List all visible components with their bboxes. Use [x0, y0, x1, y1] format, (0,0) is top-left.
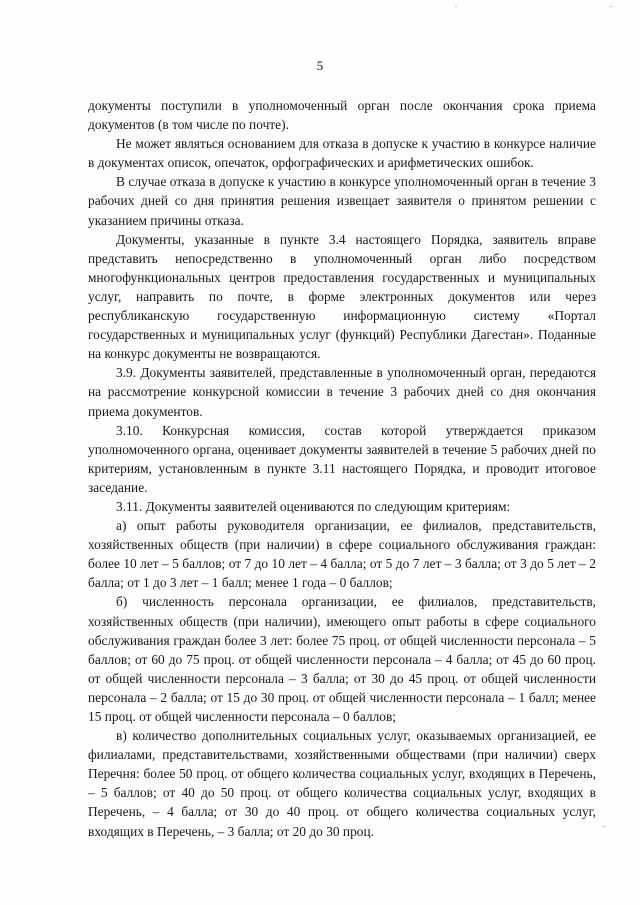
scan-speck [610, 6, 612, 7]
scan-speck [603, 826, 605, 827]
paragraph-3-11: 3.11. Документы заявителей оцениваются по следующим критериям: [116, 498, 511, 514]
criterion-c: в) количество дополнительных социальных услуг, оказываемых организацией, ее филиалами, представительствами, хозяйственными обществами (при наличии) сверх Перечня: более 50 проц. от общего количества социальных услуг, входящих в Перечень, – 5 баллов; от 40 до 50 проц. от общего количества социальных услуг, входящих в Перечень, – 4 балла; от 30 до 40 проц. от общего количества социальных услуг, входящих в Перечень, – 3 балла; от 20 до 30 проц. [88, 728, 596, 839]
paragraph-errors-not-grounds: Не может являться основанием для отказа в допуске к участию в конкурсе наличие в документах описок, опечаток, орфографических и арифметических ошибок. [88, 136, 596, 171]
paragraph-continuation: документы поступили в уполномоченный орган после окончания срока приема документов (в том числе по почте). [88, 98, 596, 133]
paragraph-3-10: 3.10. Конкурсная комиссия, состав которой утверждается приказом уполномоченного органа, оценивает документы заявителей в течение 5 рабочих дней по критериям, установленным в пункте 3.11 настоящего Порядка, и проводит итоговое заседание. [88, 422, 596, 495]
paragraph-3-9: 3.9. Документы заявителей, представленные в уполномоченный орган, передаются на рассмотрение конкурсной комиссии в течение 3 рабочих дней со дня окончания приема документов. [88, 365, 596, 419]
criterion-a: а) опыт работы руководителя организации, ее филиалов, представительств, хозяйственных обществ (при наличии) в сфере социального обслуживания граждан: более 10 лет – 5 баллов; от 7 до 10 лет – 4 балла; от 5 до 7 лет – 3 балла; от 3 до 5 лет – 2 балла; от 1 до 3 лет – 1 балл; менее 1 года – 0 баллов; [88, 518, 596, 591]
scan-speck [455, 6, 457, 7]
paragraph-refusal-notice: В случае отказа в допуске к участию в конкурсе уполномоченный орган в течение 3 рабочих дней со дня принятия решения извещает заявителя о принятом решении с указанием причины отказа. [88, 174, 596, 228]
page-number: 5 [316, 58, 324, 73]
criterion-b: б) численность персонала организации, ее филиалов, представительств, хозяйственных обществ (при наличии), имеющего опыт работы в сфере социального обслуживания граждан более 3 лет: более 75 проц. от общей численности персонала – 5 баллов; от 60 до 75 проц. от общей численности персонала – 4 балла; от 45 до 60 проц. от общей численности персонала – 3 балла; от 30 до 45 проц. от общей численности персонала – 2 балла; от 15 до 30 проц. от общей численности персонала – 1 балл; менее 15 проц. от общей численности персонала – 0 баллов; [88, 594, 596, 724]
document-body [88, 96, 596, 841]
paragraph-submission-methods: Документы, указанные в пункте 3.4 настоящего Порядка, заявитель вправе представить непосредственно в уполномоченный орган либо посредством многофункциональных центров предоставления государственных и муниципальных услуг, направить по почте, в форме электронных документов или через республиканскую государственную информационную систему «Портал государственных и муниципальных услуг (функций) Республики Дагестан». Поданные на конкурс документы не возвращаются. [88, 231, 596, 362]
